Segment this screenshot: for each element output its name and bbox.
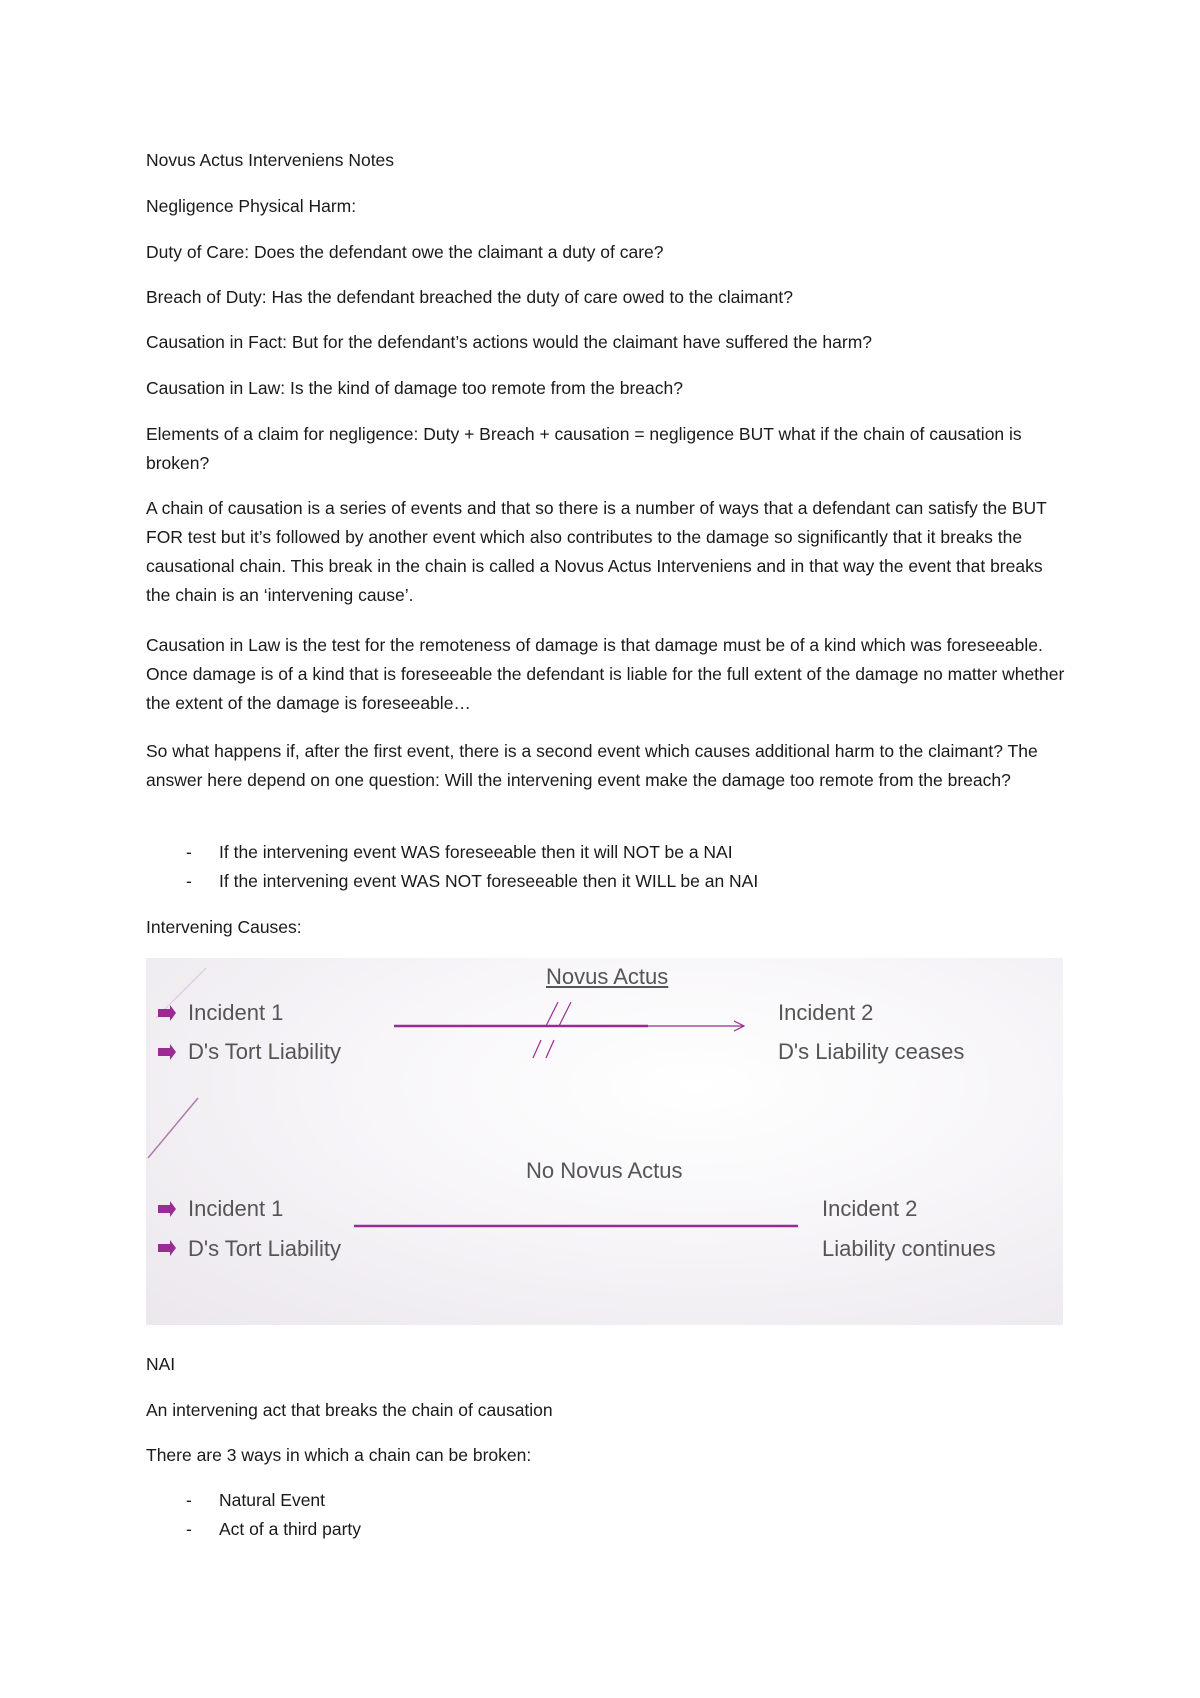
nai-heading: NAI: [146, 1354, 176, 1374]
no-novus-right-item: Incident 2: [822, 1196, 918, 1221]
document-page: Novus Actus Interveniens Notes Negligence Physical Harm: Duty of Care: Does the defendant owe the claimant a duty of care? Breach of Duty: Has the defendant breached the duty of care owed to the claimant? Causation in Fact: But for the defendant’s actions would the claimant have suffered the harm? Causation in Law: Is the kind of damage too remote from the breach? Elements of a claim for negligence: Duty + Breach + causation = negligence BUT what if the chain of causation is broken? A chain of causation is a series of events and that so there is a number of ways that a defendant can satisfy the BUT FOR test but it’s followed by another event which also contributes to the damage so significantly that it breaks the causational chain. This break in the chain is called a Novus Actus Interveniens and in that way the event that breaks the chain is an ‘intervening cause’. Causation in Law is the test for the remoteness of damage is that damage must be of a kind which was foreseeable. Once damage is of a kind that is foreseeable the defendant is liable for the full extent of the damage no matter whether the extent of the damage is foreseeable… So what happens if, after the first event, there is a second event which causes additional harm to the claimant? The answer here depend on one question: Will the intervening event make the damage too remote from the breach? - If the intervening event WAS foreseeable then it will NOT be a NAI - If the intervening event WAS NOT foreseeable then it WILL be an NAI Intervening Causes: Novus Actus Incident 1 D's Tort Liability Incident 2 D's Liability ceases No Novus Actus Incident 1 D's Tort Liability Incident 2 Liability continues NAI An intervening act that breaks the chain of causation There are 3 ways in which a chain can be broken: - Natural Event - Act of a third party: [0, 0, 1200, 1698]
intervening-causes-heading: Intervening Causes:: [146, 917, 302, 937]
ways-heading: There are 3 ways in which a chain can be broken:: [146, 1445, 532, 1465]
question-paragraph: So what happens if, after the first event, there is a second event which causes additional harm to the claimant? The answer here depend on one question: Will the intervening event make the damage too remote from the breach?: [146, 741, 1038, 790]
break-mark: [546, 1040, 554, 1058]
break-mark: [546, 1002, 558, 1026]
element-duty-of-care: Duty of Care: Does the defendant owe the claimant a duty of care?: [146, 242, 664, 262]
no-novus-left-item: D's Tort Liability: [188, 1236, 341, 1261]
decorative-line: [148, 1098, 198, 1158]
chain-paragraph: A chain of causation is a series of events and that so there is a number of ways that a defendant can satisfy the BUT FOR test but it’s followed by another event which also contributes to the damage so significantly that it breaks the causational chain. This break in the chain is called a Novus Actus Interveniens and in that way the event that breaks the chain is an ‘intervening cause’.: [146, 498, 1047, 605]
law-paragraph: Causation in Law is the test for the remoteness of damage is that damage must be of a kind which was foreseeable. Once damage is of a kind that is foreseeable the defendant is liable for the full extent of the damage no matter whether the extent of the damage is foreseeable…: [146, 635, 1065, 713]
no-novus-actus-heading: No Novus Actus: [526, 1158, 683, 1183]
element-causation-in-fact: Causation in Fact: But for the defendant’s actions would the claimant have suffered the harm?: [146, 332, 873, 352]
element-causation-in-law: Causation in Law: Is the kind of damage too remote from the breach?: [146, 378, 683, 398]
break-mark: [559, 1002, 571, 1026]
diagram-lines: [146, 958, 1063, 1325]
bullet-arrow-icon: [158, 1201, 176, 1217]
no-novus-left-item: Incident 1: [188, 1196, 284, 1221]
document-title: Novus Actus Interveniens Notes: [146, 150, 395, 170]
bullet-arrow-icon: [158, 1240, 176, 1256]
bullet-arrow-icon: [158, 1044, 176, 1060]
novus-actus-heading: Novus Actus: [546, 964, 669, 989]
novus-left-item: D's Tort Liability: [188, 1039, 341, 1064]
element-breach-of-duty: Breach of Duty: Has the defendant breached the duty of care owed to the claimant?: [146, 287, 793, 307]
nai-definition: An intervening act that breaks the chain of causation: [146, 1400, 553, 1420]
break-mark: [533, 1040, 541, 1058]
novus-left-item: Incident 1: [188, 1000, 284, 1025]
novus-right-item: Incident 2: [778, 1000, 874, 1025]
no-novus-right-item: Liability continues: [822, 1236, 996, 1261]
intervening-causes-diagram: [146, 958, 1063, 1325]
section-heading: Negligence Physical Harm:: [146, 196, 357, 216]
claim-elements-paragraph: Elements of a claim for negligence: Duty + Breach + causation = negligence BUT what if the chain of causation is broken?: [146, 424, 1022, 473]
novus-right-item: D's Liability ceases: [778, 1039, 965, 1064]
